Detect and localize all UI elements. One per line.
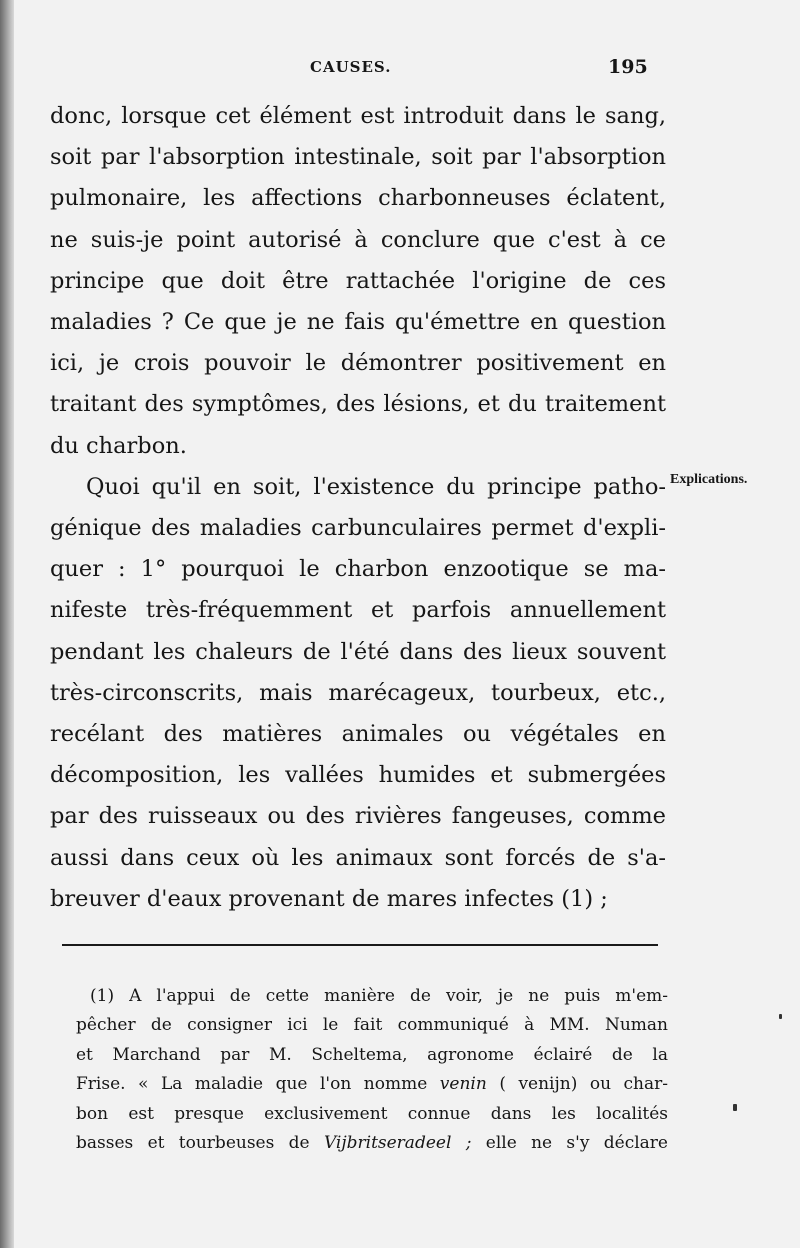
text-line: par des ruisseaux ou des rivières fangeuses, comme [50, 803, 666, 830]
text-line: aussi dans ceux où les animaux sont forcés de s'a- [50, 844, 666, 871]
footnote-line [76, 1070, 668, 1099]
footnote-line: bon est presque exclusivement connue dans les localités [76, 1103, 668, 1124]
text-line: breuver d'eaux provenant de mares infectes (1) ; [50, 885, 608, 912]
footnote-line [76, 1129, 668, 1158]
footnote-rule [62, 944, 658, 946]
text-line: soit par l'absorption intestinale, soit par l'absorption [50, 144, 666, 171]
margin-note: Explications. [670, 472, 748, 487]
text-line: principe que doit être rattachée l'origine de ces [50, 267, 666, 294]
running-head: CAUSES. [310, 58, 392, 76]
text-line: Quoi qu'il en soit, l'existence du principe patho- [86, 473, 666, 500]
footnote-italic: venin [439, 1074, 487, 1095]
text-line: décomposition, les vallées humides et submergées [50, 762, 666, 789]
text-line: maladies ? Ce que je ne fais qu'émettre en question [50, 309, 666, 336]
footnote-line: et Marchand par M. Scheltema, agronome éclairé de la [76, 1044, 668, 1065]
text-line: ne suis-je point autorisé à conclure que c'est à ce [50, 226, 666, 253]
text-line: ici, je crois pouvoir le démontrer positivement en [50, 350, 666, 377]
text-line: donc, lorsque cet élément est introduit dans le sang, [50, 103, 666, 129]
footnote-text: ( venijn) ou char- [499, 1074, 669, 1095]
footnote-text: elle ne s'y déclare [485, 1133, 668, 1154]
text-line: génique des maladies carbunculaires permet d'expli- [50, 515, 666, 542]
footnote-line: pêcher de consigner ici le fait communiqué à MM. Numan [76, 1015, 668, 1036]
text-line: nifeste très-fréquemment et parfois annuellement [50, 597, 666, 624]
footnote-text: basses et tourbeuses de [76, 1133, 310, 1154]
footnote-italic: Vijbritseradeel ; [323, 1133, 472, 1154]
text-line: du charbon. [50, 432, 187, 459]
page-header [0, 58, 800, 88]
text-line: quer : 1° pourquoi le charbon enzootique se ma- [50, 556, 666, 583]
text-line: très-circonscrits, mais marécageux, tourbeux, etc., [50, 679, 666, 706]
ink-speck [779, 1014, 782, 1019]
ink-speck [733, 1104, 737, 1111]
text-line: pulmonaire, les affections charbonneuses éclatent, [50, 185, 666, 212]
footnote-line: (1) A l'appui de cette manière de voir, je ne puis m'em- [90, 986, 668, 1006]
body-text [50, 96, 666, 920]
page-number: 195 [608, 56, 648, 78]
text-line: traitant des symptômes, des lésions, et du traitement [50, 391, 666, 418]
footnote-text: Frise. « La maladie que l'on nomme [76, 1074, 428, 1095]
footnote [76, 982, 668, 1158]
text-line: recélant des matières animales ou végétales en [50, 721, 666, 748]
text-line: pendant les chaleurs de l'été dans des lieux souvent [50, 638, 666, 665]
